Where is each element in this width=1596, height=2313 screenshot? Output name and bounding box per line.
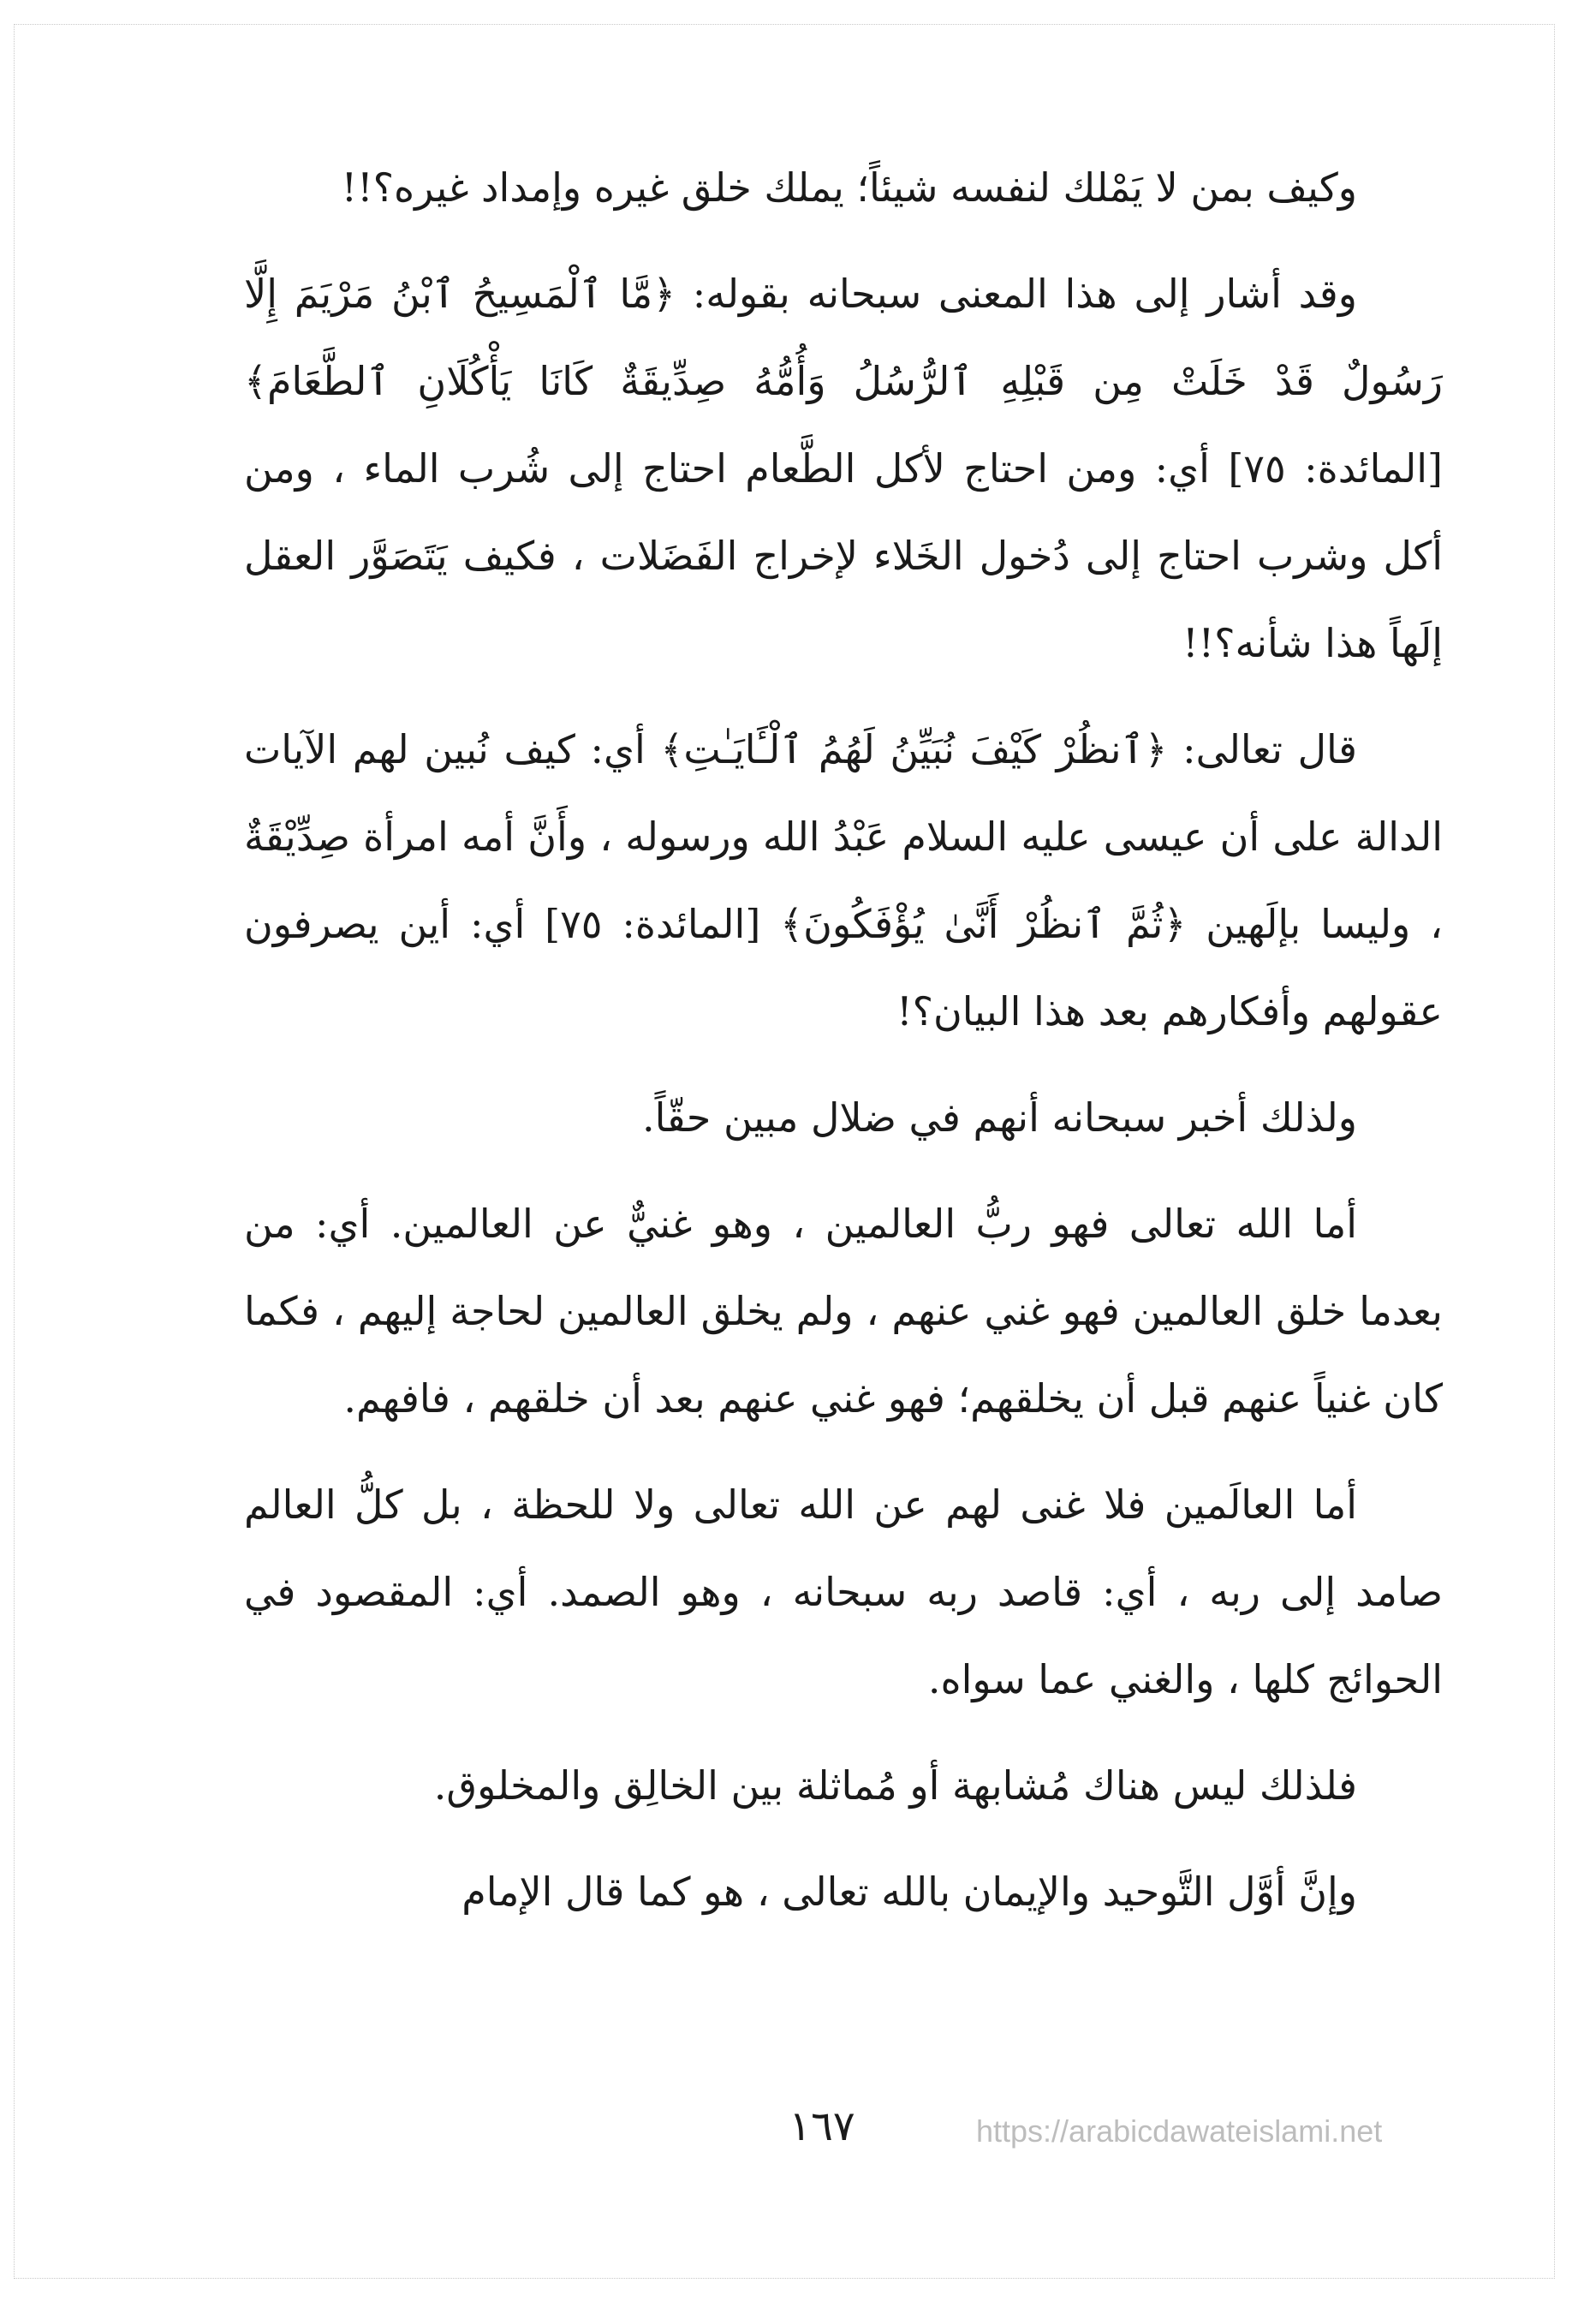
paragraph-8: وإنَّ أوَّل التَّوحيد والإيمان بالله تعالى ، هو كما قال الإمام xyxy=(462,1869,1357,1915)
paragraph-3: قال تعالى: ﴿ٱنظُرْ كَيْفَ نُبَيِّنُ لَهُمُ ٱلْـَٔايَـٰتِ﴾ أي: كيف نُبين لهم الآيات الدالة على أن عيسى عليه السلام عَبْدُ الله ورسوله ، وأَنَّ أمه امرأة صِدِّيْقَةٌ ، وليسا بإلَهين ﴿ثُمَّ ٱنظُرْ أَنَّىٰ يُؤْفَكُونَ﴾ [المائدة: ٧٥] أي: أين يصرفون عقولهم وأفكارهم بعد هذا البيان؟! xyxy=(244,726,1443,1034)
page-body xyxy=(244,144,1443,1954)
paragraph-2: وقد أشار إلى هذا المعنى سبحانه بقوله: ﴿مَّا ٱلْمَسِيحُ ٱبْنُ مَرْيَمَ إِلَّا رَسُولٌ قَدْ خَلَتْ مِن قَبْلِهِ ٱلرُّسُلُ وَأُمُّهُ صِدِّيقَةٌ كَانَا يَأْكُلَانِ ٱلطَّعَامَ﴾ [المائدة: ٧٥] أي: ومن احتاج لأكل الطَّعام احتاج إلى شُرب الماء ، ومن أكل وشرب احتاج إلى دُخول الخَلاء لإخراج الفَضَلات ، فكيف يَتَصَوَّر العقل إلَهاً هذا شأنه؟!! xyxy=(244,271,1443,666)
paragraph-4: ولذلك أخبر سبحانه أنهم في ضلال مبين حقّاً. xyxy=(641,1094,1357,1141)
paragraph-6: أما العالَمين فلا غنى لهم عن الله تعالى ولا للحظة ، بل كلُّ العالم صامد إلى ربه ، أي: قاصد ربه سبحانه ، وهو الصمد. أي: المقصود في الحوائج كلها ، والغني عما سواه. xyxy=(244,1481,1443,1702)
watermark-url: https://arabicdawateislami.net xyxy=(976,2113,1383,2149)
paragraph-7: فلذلك ليس هناك مُشابهة أو مُماثلة بين الخالِق والمخلوق. xyxy=(433,1762,1357,1809)
page-number: ١٦٧ xyxy=(789,2102,855,2150)
paragraph-5: أما الله تعالى فهو ربُّ العالمين ، وهو غنيٌّ عن العالمين. أي: من بعدما خلق العالمين فهو غني عنهم ، ولم يخلق العالمين لحاجة إليهم ، فكما كان غنياً عنهم قبل أن يخلقهم؛ فهو غني عنهم بعد أن خلقهم ، فافهم. xyxy=(244,1201,1443,1422)
paragraph-1: وكيف بمن لا يَمْلك لنفسه شيئاً؛ يملك خلق غيره وإمداد غيره؟!! xyxy=(341,164,1357,211)
